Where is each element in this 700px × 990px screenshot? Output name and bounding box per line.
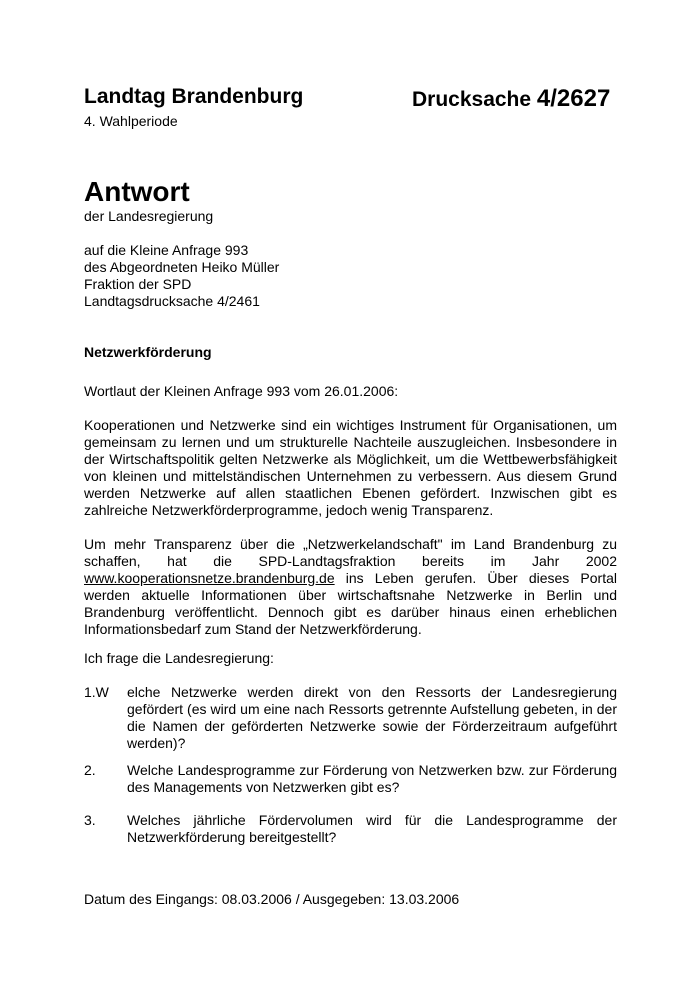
document-number [412,85,610,113]
reference-block [84,242,484,310]
intro-line: Wortlaut der Kleinen Anfrage 993 vom 26.01.2006: [84,383,399,399]
question-number: 2. [84,762,96,778]
subject-heading: Netzwerkförderung [84,344,212,360]
paragraph-2 [84,536,617,638]
reference-line: Landtagsdrucksache 4/2461 [84,293,260,309]
paragraph-2-text: ins Leben gerufen. Über dieses Portal werden aktuelle Informationen über wirtschaftsnahe Netzwerke in Berlin und Brandenburg veröffentlicht. Dennoch gibt es darüber hinaus einen erheblichen Informationsbedarf zum Stand der Netzwerkförderung. [84,570,617,637]
reference-line: des Abgeordneten Heiko Müller [84,259,280,275]
document-title: Antwort [84,176,190,207]
reference-line: auf die Kleine Anfrage 993 [84,242,249,258]
reference-line: Fraktion der SPD [84,276,192,292]
question-number: 3. [84,812,96,828]
question-text: Welche Landesprogramme zur Förderung von Netzwerken bzw. zur Förderung des Managements von Netzwerken gibt es? [127,762,617,795]
paragraph-2-text: Um mehr Transparenz über die „Netzwerkelandschaft" im Land Brandenburg zu schaffen, hat die SPD-Landtagsfraktion bereits im Jahr 2002 [84,536,617,569]
document-subtitle: der Landesregierung [84,208,214,224]
question-number: 1.W [84,684,109,700]
receipt-date-line: Datum des Eingangs: 08.03.2006 / Ausgegeben: 13.03.2006 [84,891,460,907]
question-text: Welches jährliche Fördervolumen wird für die Landesprogramme der Netzwerkförderung bereitgestellt? [127,812,617,845]
parliament-name: Landtag Brandenburg [84,85,304,108]
document-label: Drucksache [412,88,537,111]
legislative-period: 4. Wahlperiode [84,113,178,129]
document-number-value: 4/2627 [536,85,611,112]
question-text: elche Netzwerke werden direkt von den Ressorts der Landesregierung gefördert (es wird um eine nach Ressorts getrennte Aufstellung gebeten, in der die Namen der geförderten Netzwerke sowie der Förderzeitraum aufgeführt werden)? [127,684,617,751]
portal-link[interactable]: www.kooperationsnetze.brandenburg.de [84,570,335,586]
paragraph-1: Kooperationen und Netzwerke sind ein wichtiges Instrument für Organisationen, um gemeinsam zu lernen und um strukturelle Nachteile auszugleichen. Insbesondere in der Wirtschaftspolitik gelten Netzwerke als Möglichkeit, um die Wettbewerbsfähigkeit von kleinen und mittelständischen Unternehmen zu verbessern. Aus diesem Grund werden Netzwerke auf allen staatlichen Ebenen gefördert. Inzwischen gibt es zahlreiche Netzwerkförderprogramme, jedoch wenig Transparenz. [84,417,617,518]
question-intro: Ich frage die Landesregierung: [84,650,274,666]
